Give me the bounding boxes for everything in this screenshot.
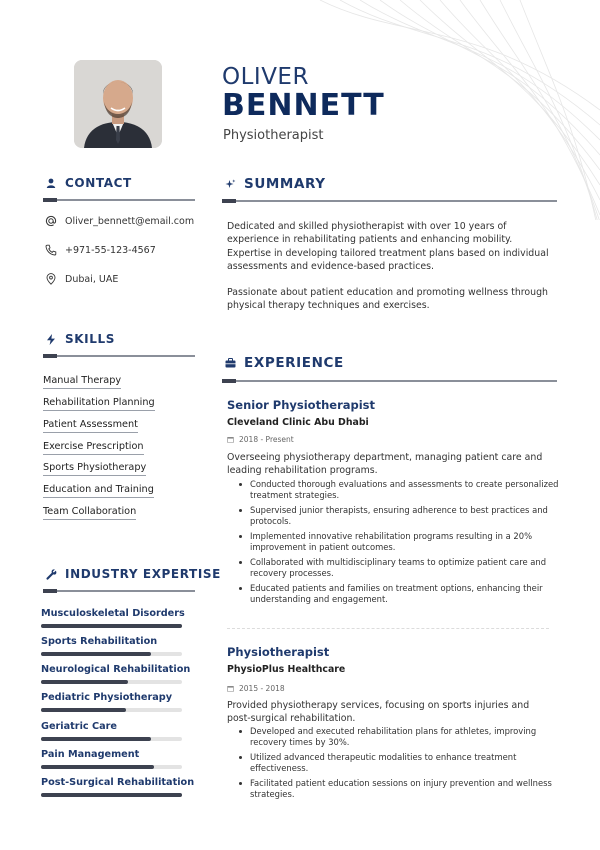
expertise-bar-fill (41, 680, 128, 684)
industry-divider (43, 590, 195, 592)
phone-text: +971-55-123-4567 (65, 244, 156, 256)
skill-item: Team Collaboration (43, 506, 136, 520)
expertise-bar-fill (41, 624, 182, 628)
location-pin-icon (45, 273, 57, 285)
person-icon (45, 177, 57, 189)
expertise-bar (41, 765, 182, 769)
job-bullet: Collaborated with multidisciplinary teams to optimize patient care and recovery processes. (250, 557, 560, 579)
job-bullet: Supervised junior therapists, ensuring adherence to best practices and protocols. (250, 505, 560, 527)
experience-heading (224, 355, 344, 371)
industry-heading (45, 567, 221, 581)
job-bullet: Utilized advanced therapeutic modalities to enhance treatment effectiveness. (250, 752, 560, 774)
expertise-bar (41, 680, 182, 684)
job-description: Overseeing physiotherapy department, managing patient care and leading rehabilitation programs. (227, 452, 543, 476)
job-company: Cleveland Clinic Abu Dhabi (227, 417, 369, 428)
last-name: BENNETT (222, 88, 385, 123)
skill-item: Rehabilitation Planning (43, 397, 155, 411)
expertise-bar (41, 708, 182, 712)
expertise-bar (41, 652, 182, 656)
expertise-label: Pain Management (41, 749, 140, 760)
calendar-icon (227, 436, 234, 443)
phone-icon (45, 244, 57, 256)
expertise-label: Geriatric Care (41, 721, 117, 732)
summary-heading-label: SUMMARY (244, 176, 326, 192)
summary-divider (222, 200, 557, 202)
skills-heading-label: SKILLS (65, 332, 115, 346)
expertise-label: Sports Rehabilitation (41, 636, 158, 647)
briefcase-icon (224, 357, 236, 369)
job-bullet: Developed and executed rehabilitation plans for athletes, improving recovery times by 30%. (250, 726, 560, 748)
job-bullets (250, 479, 560, 609)
skills-heading (45, 332, 115, 346)
job-separator (227, 628, 549, 629)
lightning-icon (45, 333, 57, 345)
contact-email[interactable] (45, 215, 194, 227)
summary-paragraph: Passionate about patient education and promoting wellness through physical therapy techniques and exercises. (227, 287, 548, 312)
skill-item: Exercise Prescription (43, 441, 144, 455)
job-title: Physiotherapist (223, 128, 324, 143)
job-role: Senior Physiotherapist (227, 398, 376, 412)
sparkle-icon (224, 178, 236, 190)
skill-item: Education and Training (43, 484, 154, 498)
experience-heading-label: EXPERIENCE (244, 355, 344, 371)
expertise-bar-fill (41, 737, 151, 741)
job-bullets (250, 726, 560, 804)
profile-photo (74, 60, 162, 148)
expertise-bar-fill (41, 652, 151, 656)
job-dates (227, 435, 294, 444)
job-bullet: Educated patients and families on treatment options, enhancing their understanding and engagement. (250, 583, 560, 605)
expertise-bar-fill (41, 793, 182, 797)
calendar-icon (227, 685, 234, 692)
job-bullet: Implemented innovative rehabilitation programs resulting in a 20% improvement in patient outcomes. (250, 531, 560, 553)
skills-divider (43, 355, 195, 357)
job-dates-text: 2018 - Present (239, 435, 294, 444)
expertise-label: Musculoskeletal Disorders (41, 608, 185, 619)
first-name: OLIVER (222, 64, 309, 90)
expertise-bar (41, 737, 182, 741)
expertise-label: Neurological Rehabilitation (41, 664, 191, 675)
expertise-bar (41, 624, 182, 628)
job-bullet: Facilitated patient education sessions on injury prevention and wellness strategies. (250, 778, 560, 800)
expertise-label: Pediatric Physiotherapy (41, 692, 173, 703)
contact-phone[interactable] (45, 244, 156, 256)
experience-divider (222, 380, 557, 382)
skill-item: Manual Therapy (43, 375, 121, 389)
contact-divider (43, 199, 195, 201)
summary-heading (224, 176, 326, 192)
location-text: Dubai, UAE (65, 273, 119, 285)
expertise-bar-fill (41, 765, 154, 769)
job-company: PhysioPlus Healthcare (227, 664, 346, 675)
at-icon (45, 215, 57, 227)
expertise-label: Post-Surgical Rehabilitation (41, 777, 195, 788)
job-bullet: Conducted thorough evaluations and assessments to create personalized treatment strategies. (250, 479, 559, 500)
job-role: Physiotherapist (227, 645, 330, 659)
contact-heading (45, 176, 132, 190)
summary-paragraph: Dedicated and skilled physiotherapist with over 10 years of experience in rehabilitating patients and enhancing mobility. Expertise in developing tailored treatment plans based on individual assessments and evidence-based practices. (227, 221, 549, 273)
skill-item: Sports Physiotherapy (43, 462, 146, 476)
contact-location (45, 273, 118, 285)
wrench-icon (45, 568, 57, 580)
expertise-bar-fill (41, 708, 126, 712)
contact-heading-label: CONTACT (65, 176, 132, 190)
skill-item: Patient Assessment (43, 419, 138, 433)
email-text: Oliver_bennett@email.com (65, 215, 195, 227)
job-dates (227, 684, 285, 693)
industry-heading-label: INDUSTRY EXPERTISE (65, 567, 221, 581)
expertise-bar (41, 793, 182, 797)
job-dates-text: 2015 - 2018 (239, 684, 285, 693)
job-description: Provided physiotherapy services, focusing on sports injuries and post-surgical rehabilitation. (227, 700, 530, 724)
